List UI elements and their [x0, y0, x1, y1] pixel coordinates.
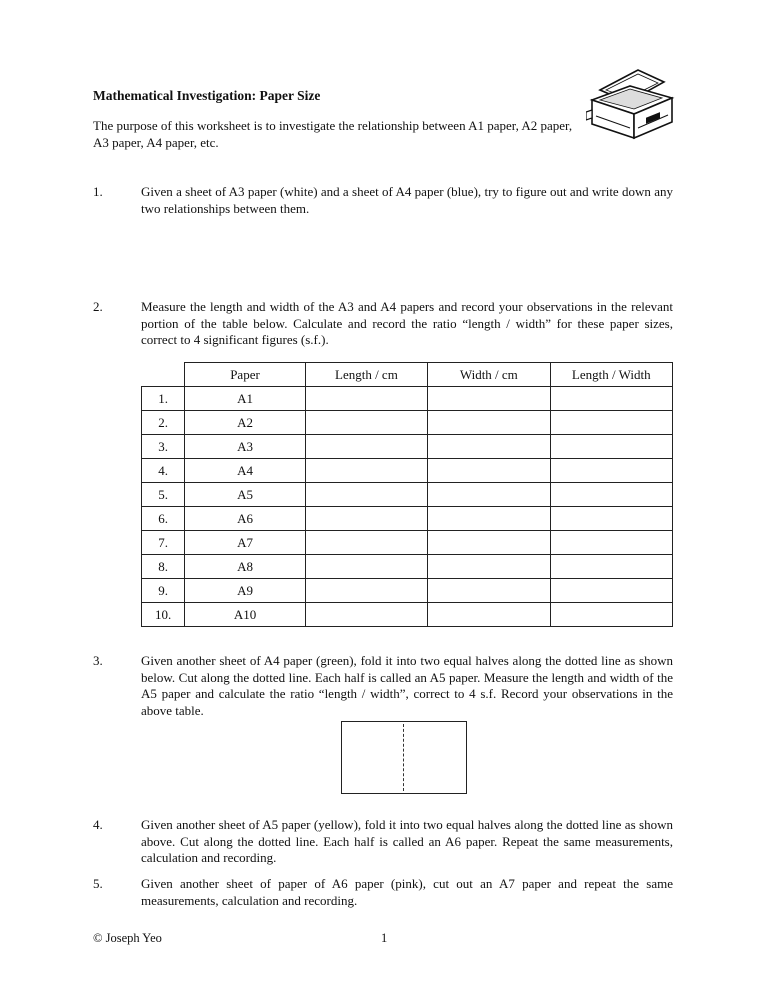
- photocopier-icon: [586, 68, 676, 148]
- width-cell[interactable]: [428, 387, 550, 411]
- intro-paragraph: The purpose of this worksheet is to investigate the relationship between A1 paper, A2 paper, A3 paper, A4 paper, etc.: [93, 118, 573, 150]
- question-4-text: Given another sheet of A5 paper (yellow), fold it into two equal halves along the dotted line as shown above. Cut along the dotted line. Each half is called an A6 paper. Repeat the same measurements, calculation and recording.: [141, 817, 673, 865]
- table-row: [142, 555, 673, 579]
- row-number: 10.: [142, 603, 185, 627]
- width-cell[interactable]: [428, 507, 550, 531]
- length-cell[interactable]: [305, 387, 427, 411]
- ratio-cell[interactable]: [550, 435, 672, 459]
- ratio-cell[interactable]: [550, 507, 672, 531]
- ratio-cell[interactable]: [550, 603, 672, 627]
- row-paper: A9: [185, 579, 305, 603]
- question-5-text: Given another sheet of paper of A6 paper (pink), cut out an A7 paper and repeat the same measurements, calculation and recording.: [141, 876, 673, 908]
- paper-size-table: [141, 362, 673, 627]
- header-length: Length / cm: [305, 363, 427, 387]
- question-5-number: 5.: [93, 876, 103, 891]
- question-1-number: 1.: [93, 184, 103, 199]
- table-row: [142, 483, 673, 507]
- length-cell[interactable]: [305, 531, 427, 555]
- length-cell[interactable]: [305, 555, 427, 579]
- ratio-cell[interactable]: [550, 531, 672, 555]
- width-cell[interactable]: [428, 555, 550, 579]
- table-row: [142, 507, 673, 531]
- table-header-row: [142, 363, 673, 387]
- row-number: 6.: [142, 507, 185, 531]
- width-cell[interactable]: [428, 603, 550, 627]
- table-row: [142, 459, 673, 483]
- question-4-number: 4.: [93, 817, 103, 832]
- table-row: [142, 579, 673, 603]
- width-cell[interactable]: [428, 483, 550, 507]
- header-width: Width / cm: [428, 363, 550, 387]
- length-cell[interactable]: [305, 411, 427, 435]
- ratio-cell[interactable]: [550, 411, 672, 435]
- question-3-text: Given another sheet of A4 paper (green), fold it into two equal halves along the dotted line as shown below. Cut along the dotted line. Each half is called an A5 paper. Measure the length and width of the A5 paper and calculate the ratio “length / width”, correct to 4 s.f. Record your observations in the above table.: [141, 653, 673, 718]
- question-2-number: 2.: [93, 299, 103, 314]
- header-paper: Paper: [185, 363, 305, 387]
- ratio-cell[interactable]: [550, 459, 672, 483]
- length-cell[interactable]: [305, 579, 427, 603]
- length-cell[interactable]: [305, 459, 427, 483]
- table-row: [142, 387, 673, 411]
- table-row: [142, 411, 673, 435]
- header-blank: [142, 363, 185, 387]
- row-number: 7.: [142, 531, 185, 555]
- row-paper: A4: [185, 459, 305, 483]
- row-number: 2.: [142, 411, 185, 435]
- row-paper: A10: [185, 603, 305, 627]
- worksheet-title: Mathematical Investigation: Paper Size: [93, 88, 321, 103]
- row-number: 3.: [142, 435, 185, 459]
- ratio-cell[interactable]: [550, 483, 672, 507]
- header-ratio: Length / Width: [550, 363, 672, 387]
- table-row: [142, 603, 673, 627]
- row-paper: A5: [185, 483, 305, 507]
- row-paper: A3: [185, 435, 305, 459]
- table-row: [142, 435, 673, 459]
- width-cell[interactable]: [428, 435, 550, 459]
- dotted-fold-line: [403, 724, 404, 791]
- row-number: 9.: [142, 579, 185, 603]
- row-paper: A1: [185, 387, 305, 411]
- length-cell[interactable]: [305, 603, 427, 627]
- ratio-cell[interactable]: [550, 579, 672, 603]
- question-1-text: Given a sheet of A3 paper (white) and a sheet of A4 paper (blue), try to figure out and write down any two relationships between them.: [141, 184, 673, 216]
- fold-diagram: [341, 721, 467, 794]
- copyright-footer: © Joseph Yeo: [93, 931, 162, 945]
- table-row: [142, 531, 673, 555]
- row-paper: A6: [185, 507, 305, 531]
- row-number: 4.: [142, 459, 185, 483]
- length-cell[interactable]: [305, 483, 427, 507]
- question-3-number: 3.: [93, 653, 103, 668]
- page-number: 1: [381, 931, 388, 945]
- width-cell[interactable]: [428, 579, 550, 603]
- width-cell[interactable]: [428, 531, 550, 555]
- width-cell[interactable]: [428, 459, 550, 483]
- width-cell[interactable]: [428, 411, 550, 435]
- row-paper: A2: [185, 411, 305, 435]
- row-paper: A8: [185, 555, 305, 579]
- row-number: 1.: [142, 387, 185, 411]
- row-number: 8.: [142, 555, 185, 579]
- length-cell[interactable]: [305, 435, 427, 459]
- row-paper: A7: [185, 531, 305, 555]
- ratio-cell[interactable]: [550, 387, 672, 411]
- ratio-cell[interactable]: [550, 555, 672, 579]
- row-number: 5.: [142, 483, 185, 507]
- length-cell[interactable]: [305, 507, 427, 531]
- question-2-text: Measure the length and width of the A3 and A4 papers and record your observations in the relevant portion of the table below. Calculate and record the ratio “length / width” for these paper sizes, correct to 4 significant figures (s.f.).: [141, 299, 673, 347]
